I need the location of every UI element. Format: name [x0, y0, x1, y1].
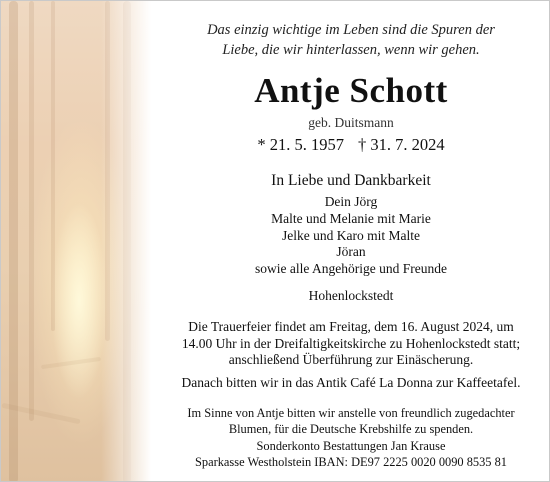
ceremony-info: Die Trauerfeier findet am Freitag, dem 16. August 2024, um 14.00 Uhr in der Dreifaltigkeitskirche zu Hohenlockstedt statt; anschließend Überführung zur Einäscherung.	[181, 319, 521, 368]
reception-info: Danach bitten wir in das Antik Café La Donna zur Kaffeetafel.	[181, 375, 521, 390]
family-member: Jelke und Karo mit Malte	[282, 227, 420, 243]
family-member: Malte und Melanie mit Marie	[271, 210, 431, 226]
place-name: Hohenlockstedt	[308, 288, 394, 303]
memorial-quote: Das einzig wichtige im Leben sind die Spuren der Liebe, die wir hinterlassen, wenn wir gehen.	[207, 22, 495, 58]
family-list	[151, 194, 550, 278]
image-fade-overlay	[101, 1, 151, 482]
family-member: Dein Jörg	[324, 194, 378, 209]
deceased-name: Antje Schott	[254, 71, 448, 110]
obituary-text	[151, 1, 550, 482]
donation-info: Im Sinne von Antje bitten wir anstelle von freundlich zugedachter Blumen, für die Deutsche Krebshilfe zu spenden. Sonderkonto Bestattungen Jan Krause Sparkasse Westholstein IBAN: DE97 2225 0020 0090 8535 81	[187, 406, 515, 469]
birth-date: * 21. 5. 1957	[257, 135, 344, 154]
dedication: In Liebe und Dankbarkeit	[271, 172, 431, 189]
birth-name: geb. Duitsmann	[308, 115, 394, 130]
life-dates	[151, 135, 550, 155]
family-member: Jöran	[336, 244, 366, 260]
family-member: sowie alle Angehörige und Freunde	[255, 261, 447, 277]
death-date: † 31. 7. 2024	[358, 135, 445, 154]
